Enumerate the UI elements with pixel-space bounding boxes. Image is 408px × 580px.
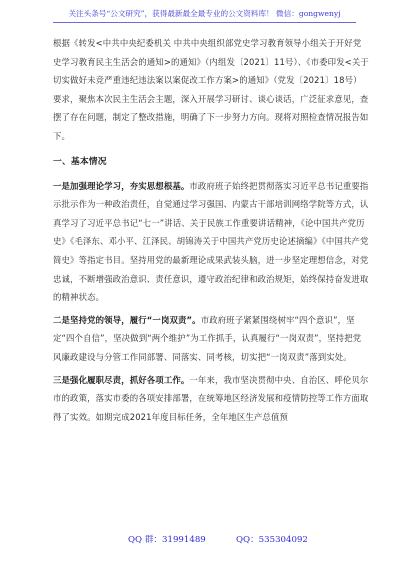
footer-contact <box>0 531 408 549</box>
item3-lead: 三是强化履职尽责，抓好各项工作。 <box>53 374 190 385</box>
item3-paragraph <box>53 371 369 427</box>
section-heading: 一、基本情况 <box>53 156 107 167</box>
item1-body: 市政府班子始终把贯彻落实习近平总书记重要指示批示作为一种政治责任，自觉通过学习强国、内蒙古干部培训网络学院等方式，认真学习了习近平总书记“七一”讲话、关于民族工作重要讲话精神，《论中国共产党历史》《毛泽东、邓小平、江泽民、胡锦涛关于中国共产党历史论述摘编》《中国共产党简史》等指定书目。坚持用党的最新理论成果武装头脑，进一步坚定理想信念，对党忠诚，不断增强政治意识、责任意识，遵守政治纪律和政治规矩，始终保持奋发进取的精神状态。 <box>53 180 369 303</box>
qq-number: QQ：535304092 <box>236 535 308 545</box>
document-body <box>53 34 369 426</box>
intro-paragraph: 根据《转发<中共中央纪委机关 中共中央组织部党史学习教育领导小组关于开好党史学习教育民主生活会的通知>的通知》（内组发〔2021〕11号）、《市委印发<关于切实做好未竞严重违纪违法案以案促改工作方案>的通知》（党发〔2021〕18号）要求，聚焦本次民主生活会主题，深入开展学习研讨、谈心谈话，广泛征求意见，查摆了存在问题，制定了整改措施，明确了下一步努力方向。现将对照检查情况报告如下。 <box>53 38 369 141</box>
item2-paragraph <box>53 311 369 367</box>
qq-group-number: QQ 群：31991489 <box>128 535 206 545</box>
item2-body: 市政府班子紧紧围绕树牢“四个意识”，坚定“四个自信”，坚决做到“两个维护”为工作抓手，认真履行“一岗双责”，坚持把党风廉政建设与分管工作同部署、同落实、同考核，切实把“一岗双责”落到实处。 <box>53 314 362 362</box>
header-banner: 关注头条号“公文研究”，获得最新最全最专业的公文资料库！ 微信：gongwenyj <box>53 6 356 23</box>
item3-body: 一年来，我市坚决贯彻中央、自治区、呼伦贝尔市的政策，落实市委的各项安排部署，在统筹地区经济发展和疫情防控等工作方面取得了实效。如期完成2021年度目标任务，全年地区生产总值预 <box>53 374 369 422</box>
item1-lead: 一是加强理论学习，夯实思想根基。 <box>53 180 190 191</box>
item1-paragraph <box>53 177 369 307</box>
item2-lead: 二是坚持党的领导，履行“一岗双责”。 <box>53 314 201 325</box>
